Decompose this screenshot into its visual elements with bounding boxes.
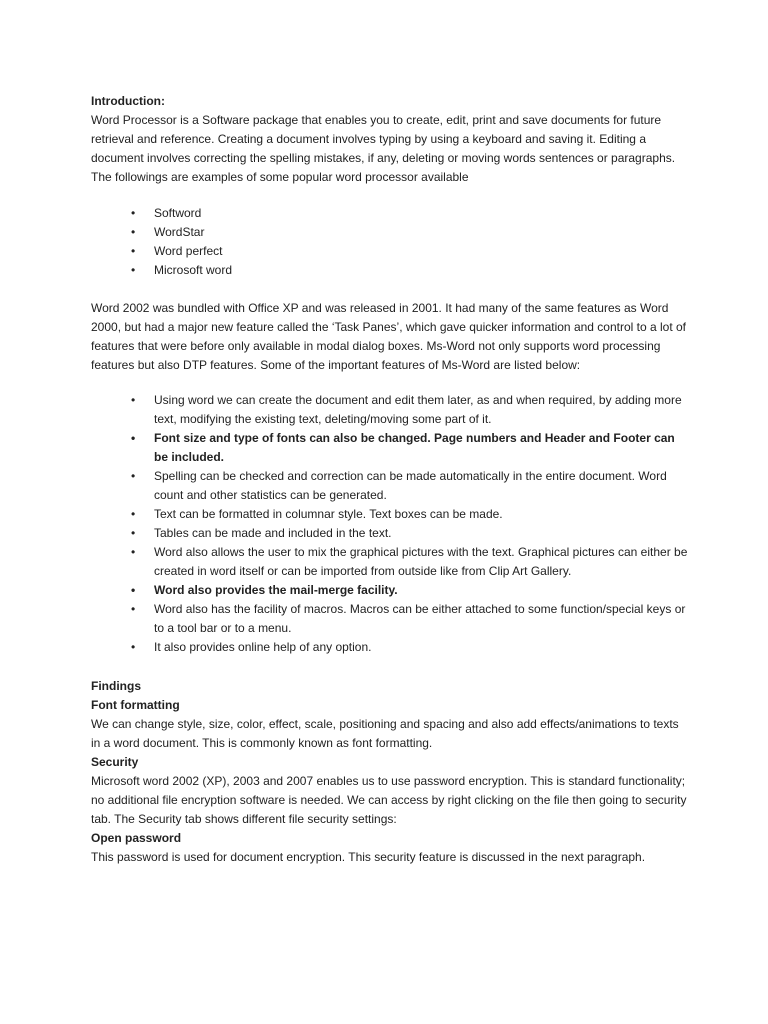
list-item xyxy=(91,223,688,242)
list-item xyxy=(91,429,688,467)
list-item xyxy=(91,543,688,581)
bullet-icon: • xyxy=(131,640,136,654)
bullet-icon: • xyxy=(131,431,136,445)
bullet-icon: • xyxy=(131,583,136,597)
introduction-paragraph: Word Processor is a Software package that enables you to create, edit, print and save documents for future retrieval and reference. Creating a document involves typing by using a keyboard and saving it. Editing a document involves correcting the spelling mistakes, if any, deleting or moving words sentences or paragraphs. xyxy=(91,113,676,165)
list-item-text: Word also allows the user to mix the graphical pictures with the text. Graphical pictures can either be created in word itself or can be imported from outside like from Clip Art Gallery. xyxy=(154,545,688,578)
list-item xyxy=(91,505,688,524)
list-item xyxy=(91,261,688,280)
security-heading: Security xyxy=(91,755,139,769)
list-item xyxy=(91,638,688,657)
list-item-text: WordStar xyxy=(154,225,205,239)
list-item-text: Using word we can create the document and edit them later, as and when required, by adding more text, modifying the existing text, deleting/moving some part of it. xyxy=(154,393,682,426)
bullet-icon: • xyxy=(131,602,136,616)
list-item-text: Text can be formatted in columnar style. Text boxes can be made. xyxy=(154,507,503,521)
list-item-text: Microsoft word xyxy=(154,263,233,277)
bullet-icon: • xyxy=(131,507,136,521)
word-2002-paragraph: Word 2002 was bundled with Office XP and was released in 2001. It had many of the same features as Word 2000, but had a major new feature called the ‘Task Panes’, which gave quicker information and control to a lot of features that were before only available in modal dialog boxes. Ms-Word not only supports word processing features but also DTP features. Some of the important features of Ms-Word are listed below: xyxy=(91,301,687,372)
bullet-icon: • xyxy=(131,393,136,407)
examples-lead-text: The followings are examples of some popular word processor available xyxy=(91,170,469,184)
list-item-text: Spelling can be checked and correction can be made automatically in the entire document. Word count and other statistics can be generated. xyxy=(154,469,667,502)
open-password-heading: Open password xyxy=(91,831,182,845)
bullet-icon: • xyxy=(131,244,136,258)
bullet-icon: • xyxy=(131,225,136,239)
list-item xyxy=(91,467,688,505)
ms-word-features-list xyxy=(91,391,688,657)
font-formatting-paragraph: We can change style, size, color, effect, scale, positioning and spacing and also add effects/animations to texts in a word document. This is commonly known as font formatting. xyxy=(91,717,679,750)
bullet-icon: • xyxy=(131,469,136,483)
list-item-text: Word also provides the mail-merge facility. xyxy=(154,583,398,597)
list-item-text: It also provides online help of any option. xyxy=(154,640,372,654)
list-item xyxy=(91,581,688,600)
bullet-icon: • xyxy=(131,545,136,559)
bullet-icon: • xyxy=(131,263,136,277)
list-item xyxy=(91,242,688,261)
list-item-text: Softword xyxy=(154,206,202,220)
bullet-icon: • xyxy=(131,526,136,540)
list-item xyxy=(91,391,688,429)
word-processor-examples-list xyxy=(91,204,688,280)
bullet-icon: • xyxy=(131,206,136,220)
open-password-paragraph: This password is used for document encryption. This security feature is discussed in the next paragraph. xyxy=(91,850,646,864)
list-item xyxy=(91,524,688,543)
font-formatting-heading: Font formatting xyxy=(91,698,180,712)
introduction-heading: Introduction: xyxy=(91,94,165,108)
list-item-text: Word also has the facility of macros. Macros can be either attached to some function/special keys or to a tool bar or to a menu. xyxy=(154,602,686,635)
list-item xyxy=(91,600,688,638)
list-item xyxy=(91,204,688,223)
list-item-text: Font size and type of fonts can also be changed. Page numbers and Header and Footer can be included. xyxy=(154,431,675,464)
list-item-text: Tables can be made and included in the text. xyxy=(154,526,392,540)
list-item-text: Word perfect xyxy=(154,244,223,258)
findings-heading: Findings xyxy=(91,679,141,693)
security-paragraph: Microsoft word 2002 (XP), 2003 and 2007 enables us to use password encryption. This is standard functionality; no additional file encryption software is needed. We can access by right clicking on the file then going to security tab. The Security tab shows different file security settings: xyxy=(91,774,687,826)
